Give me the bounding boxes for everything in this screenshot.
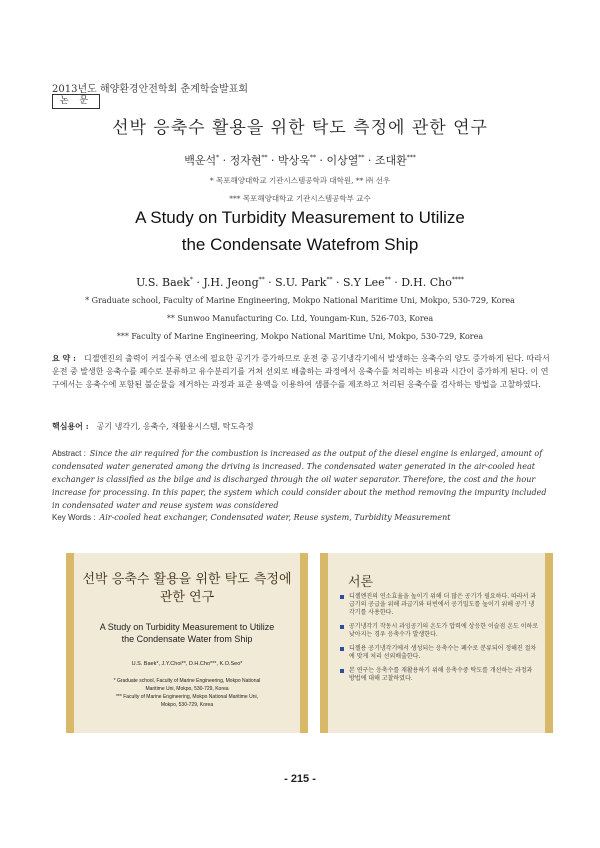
korean-keywords-text: 공기 냉각기, 응축수, 재활용시스템, 탁도측정: [96, 422, 254, 431]
list-item: 공기냉각기 작동시 과잉공기의 온도가 압력에 상응한 이슬점 온도 이하로 낮아지는 경우 응축수가 발생한다.: [340, 623, 540, 639]
list-item: 디젤엔진의 연소효율을 높이기 위해 더 많은 공기가 필요하다. 따라서 과급기의 공급을 위해 과급기와 터빈에서 공기밀도를 높이기 위해 공기 냉각기를 사용한다.: [340, 593, 540, 617]
introduction-slide-image: [320, 553, 553, 733]
english-abstract-label: Abstract :: [52, 449, 86, 458]
english-affiliation-1: * Graduate school, Faculty of Marine Engineering, Mokpo National Maritime Uni, Mokpo, 530-729, Korea: [85, 296, 515, 305]
author-name: J.H. Jeong: [203, 276, 259, 289]
slide1-affiliation-line: *** Faculty of Marine Engineering, Mokpo National Maritime Uni,: [115, 694, 258, 700]
slide1-korean-title-line1: 선박 응축수 활용을 위한 탁도 측정에: [82, 572, 292, 587]
list-item: 본 연구는 응축수를 재활용하기 위해 응축수중 탁도를 개선하는 과정과 방법에 대해 고찰하였다.: [340, 667, 540, 683]
paper-type-tag: 논 문: [52, 94, 100, 109]
english-title-line1: A Study on Turbidity Measurement to Utilize: [135, 208, 465, 227]
slide1-affiliation-line: Maritime Uni, Mokpo, 530-729, Korea: [145, 686, 229, 692]
author-name: S.Y Lee: [342, 276, 385, 289]
page-number: - 215 -: [284, 773, 316, 785]
author-mark: **: [261, 154, 268, 162]
korean-keywords: [52, 420, 552, 433]
author-name: 백운석: [184, 154, 217, 167]
english-abstract: [52, 447, 552, 512]
square-bullet-icon: [340, 647, 344, 651]
korean-abstract-text: 디젤엔진의 출력이 커질수록 연소에 필요한 공기가 증가하므로 운전 중 공기냉각기에서 발생하는 응축수의 양도 증가하게 된다. 따라서 운전 중 발생한 응축수를 폐수로 분류하고 유수분리기를 거쳐 선외로 배출하는 과정에서 응축수를 처리하는 비용과 시간이 증가하게 된다. 이 연구에서는 응축수에 포함된 불순물을 제거하는 과정과 표준 용액을 이용하여 샘플수를 제조하고 처리된 응축수를 검사하는 방법을 고찰하였다.: [52, 354, 550, 389]
slide1-korean-title-line2: 관한 연구: [159, 590, 215, 605]
author-mark: **: [326, 276, 333, 284]
slide1-english-title-line2: the Condensate Water from Ship: [121, 634, 253, 644]
square-bullet-icon: [340, 595, 344, 599]
english-keywords: [52, 511, 552, 524]
slide1-korean-title: [74, 571, 300, 607]
author-name: 정자현: [229, 154, 262, 167]
author-name: U.S. Baek: [136, 276, 190, 289]
korean-abstract: [52, 352, 552, 391]
author-mark: **: [309, 154, 316, 162]
square-bullet-icon: [340, 625, 344, 629]
author-name: D.H. Cho: [401, 276, 452, 289]
english-affiliation-3: *** Faculty of Marine Engineering, Mokpo National Maritime Uni, Mokpo, 530-729, Korea: [116, 332, 484, 341]
slide1-english-title-line1: A Study on Turbidity Measurement to Utilize: [99, 622, 275, 632]
title-slide-image: [66, 553, 308, 733]
slide1-affiliation-line: Mokpo, 530-729, Korea: [160, 702, 214, 708]
english-keywords-text: Air-cooled heat exchanger, Condensated water, Reuse system, Turbidity Measurement: [99, 513, 451, 522]
author-mark: *: [189, 276, 193, 284]
author-name: 이상열: [326, 154, 359, 167]
author-name: S.U. Park: [275, 276, 327, 289]
english-affiliation-2: ** Sunwoo Manufacturing Co. Ltd, Youngam-Kun, 526-703, Korea: [166, 314, 434, 323]
slide1-affiliations: [74, 677, 300, 709]
author-name: 박상욱: [278, 154, 310, 167]
korean-affiliation-1: * 목포해양대학교 기관시스템공학과 대학원, ** ㈜ 선우: [209, 176, 391, 185]
english-abstract-text: Since the air required for the combustion is increased as the output of the diesel engine is enlarged, amount of condensated water generated among the driving is increased. The condensated water generated in the air-cooled heat exchanger is classified as the bilge and is discharged through the oil water separator. Therefore, the cost and the hour increase for processing. In this paper, the system which could consider about the method removing the impurity included in condensated water and reuse system was considered: [52, 449, 547, 510]
english-authors: U.S. Baek* · J.H. Jeong** · S.U. Park** · S.Y Lee** · D.H. Cho****: [136, 276, 464, 289]
list-item: 디젤용 공기냉각기에서 생성되는 응축수는 폐수로 분류되어 정해진 절차에 맞게 처리 선외배출한다.: [340, 645, 540, 661]
author-mark: **: [358, 154, 365, 162]
korean-title: 선박 응축수 활용을 위한 탁도 측정에 관한 연구: [112, 118, 488, 138]
author-mark: **: [258, 276, 265, 284]
korean-affiliation-2: *** 목포해양대학교 기관시스템공학부 교수: [229, 194, 371, 203]
author-mark: **: [384, 276, 391, 284]
slide2-bullet-list: [340, 593, 540, 689]
korean-keywords-label: 핵심용어 :: [52, 421, 89, 431]
korean-authors: 백운석* · 정자현** · 박상욱** · 이상열** · 조대환***: [184, 154, 416, 167]
slide2-heading: 서론: [348, 575, 374, 590]
author-mark: *: [216, 154, 220, 162]
slide1-affiliation-line: * Graduate school, Faculty of Marine Engineering, Mokpo National: [113, 678, 261, 684]
author-name: 조대환: [374, 154, 407, 167]
korean-abstract-label: 요 약 :: [52, 353, 76, 363]
slide1-authors: U.S. Baek*, J.Y.Choi**, D.H.Cho***, K.O.Seo*: [131, 661, 243, 667]
author-mark: ****: [451, 276, 464, 284]
english-keywords-label: Key Words :: [52, 513, 96, 522]
conference-name: 2013년도 해양환경안전학회 춘계학술발표회: [52, 84, 249, 95]
slide1-english-title: [74, 621, 300, 645]
square-bullet-icon: [340, 669, 344, 673]
author-mark: ***: [406, 154, 416, 162]
english-title-line2: the Condensate Watefrom Ship: [181, 235, 419, 254]
